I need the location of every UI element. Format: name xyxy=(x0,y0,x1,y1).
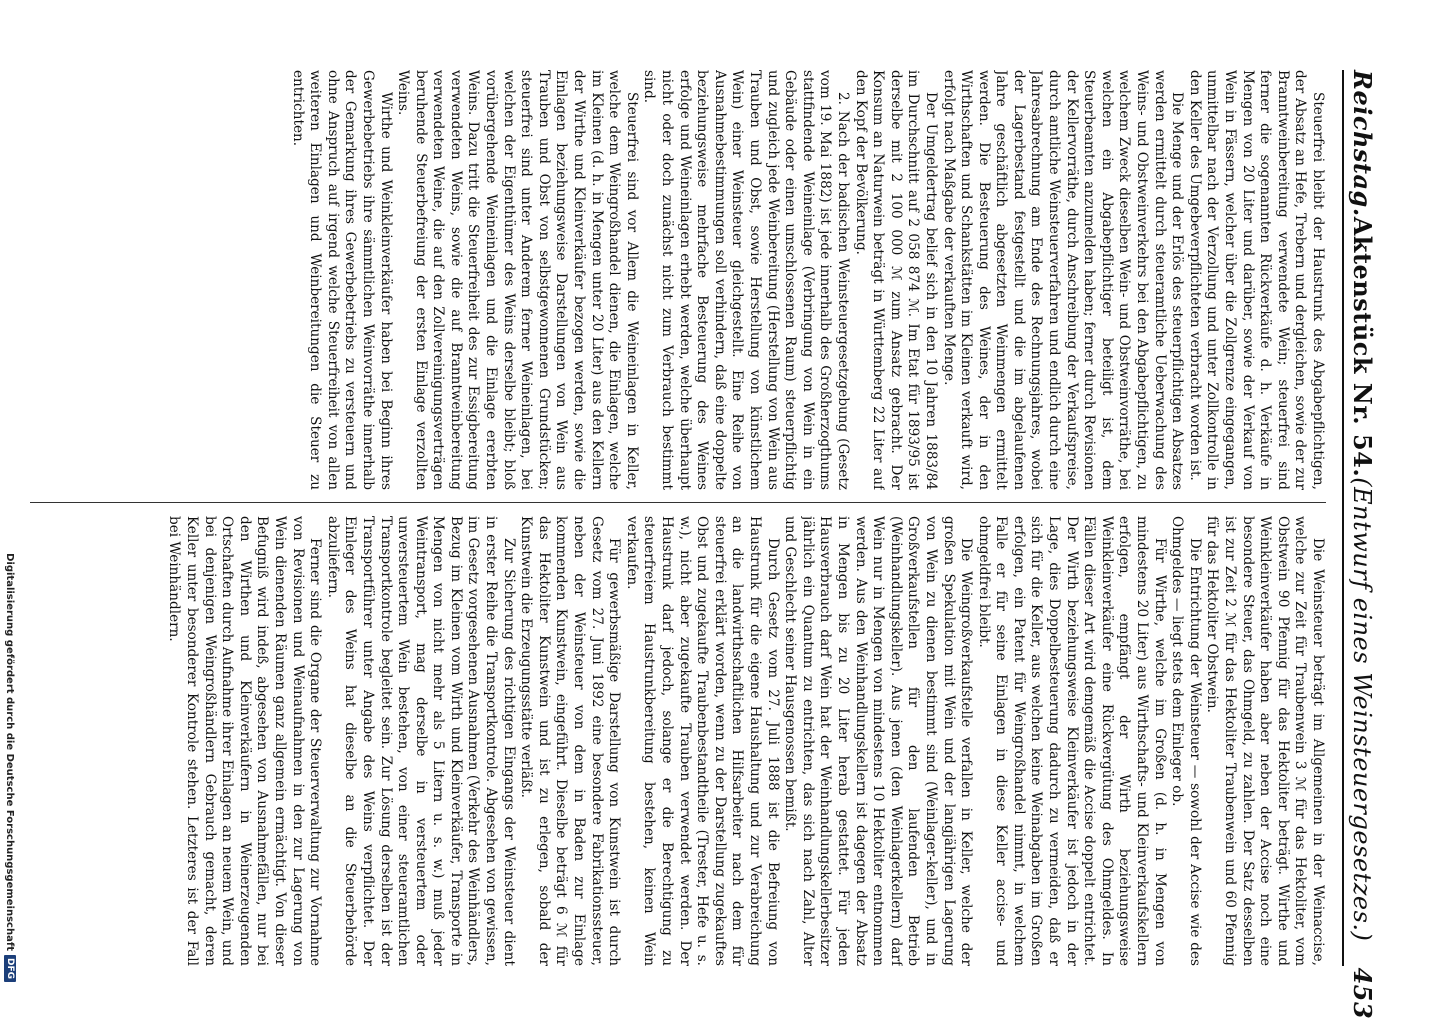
paragraph: Zur Sicherung des richtigen Eingangs der Weinsteuer dient in erster Reihe die Transportkontrole. Abgesehen von gewissen, im Gesetz vorgesehenen Ausnahmen (Verkehr des Weinhändlers, Bezug im Kleinen vom Wirth und Kleinverkäufer, Transporte in Mengen von nicht mehr als 5 Litern u. s. w.) muß jeder Weintransport, mag derselbe in versteuertem oder unversteuertem Wein bestehen, von einer steueramtlichen Transportkontrole begleitet sein. Zur Lösung derselben ist der Transportführer unter Angabe des Weins verpflichtet. Der Einleger des Weins hat dieselbe an die Steuerbehörde abzuliefern. xyxy=(324,516,517,966)
right-column xyxy=(26,516,1326,966)
paragraph: Die Weinsteuer beträgt im Allgemeinen in der Weinaccise, welche zur Zeit für Traubenwein 3 ℳ für das Hektoliter, vom Obstwein 90 Pfennig für das Hektoliter beträgt. Wirthe und Weinkleinverkäufer haben aber neben der Accise noch eine besondere Steuer, das Ohmgeld, zu zahlen. Der Satz desselben ist zur Zeit 2 ℳ für das Hektoliter Traubenwein und 60 Pfennig für das Hektoliter Obstwein. xyxy=(1204,516,1326,966)
paragraph: Die Entrichtung der Weinsteuer — sowohl der Accise wie des Ohmgeldes — liegt stets dem Einleger ob. xyxy=(1169,516,1203,966)
footer-credit: Digitalisierung gefördert durch die Deutsche Forschungsgemeinschaft xyxy=(4,553,16,951)
paragraph: Steuerfrei bleibt der Haustrunk des Abgabepflichtigen, der Absatz an Hefe, Trebern und dergleichen, sowie der zur Branntweinbereitung verwendete Wein; steuerfrei sind ferner die sogenannten Rückverkäufe d. h. Verkäufe in Mengen von 20 Liter und darüber, sowie der Verkauf von Wein in Fässern, welcher über die Zollgrenze eingegangen, unmittelbar nach der Verzollung und unter Zollkontrolle in den Keller des Umgebeverpflichteten verbracht worden ist. xyxy=(1186,70,1326,490)
left-column xyxy=(26,70,1326,490)
header-rule xyxy=(1342,70,1344,966)
digitization-footer xyxy=(0,0,20,1000)
paragraph: Steuerfrei sind vor Allem die Weineinlagen in Keller, welche dem Weingroßhandel dienen, die Einlagen, welche im Kleinen (d. h. in Mengen unter 20 Liter) aus den Kellern der Wirthe und Kleinverkäufer bezogen werden, sowie die Einlagen beziehungsweise Darstellungen von Wein aus Trauben und Obst von selbstgewonnenen Grundstücken; steuerfrei sind unter Anderem ferner Weineinlagen, bei welchen der Eigenthümer des Weins derselbe bleibt; bloß vorübergehende Weineinlagen und die Einlage ererbten Weins. Dazu tritt die Steuerfreiheit des zur Essigbereitung verwendeten Weins, sowie die auf Branntweinbereitung verwendeten Weine, die auf den Zollvereinigungsverträgen beruhende Steuerbefreiung der ersten Einlage verzollten Weins. xyxy=(395,70,640,490)
paragraph: Der Umgeldertrag belief sich in den 10 Jahren 1883/84 im Durchschnitt auf 2 058 874 ℳ. Im Etat für 1893/95 ist derselbe mit 2 100 000 ℳ zum Ansatz gebracht. Der Konsum an Naturwein beträgt in Württemberg 22 Liter auf den Kopf der Bevölkerung. xyxy=(852,70,939,490)
paragraph: Durch Gesetz vom 27. Juli 1888 ist die Befreiung von Haustrunk für die eigene Haushaltung und zur Verabreichung an die landwirthschaftlichen Hilfsarbeiter nach dem für steuerfrei erklärt worden, wenn zu der Darstellung zugekauftes Obst und zugekaufte Traubenbestandtheile (Trester, Hefe u. s. w.), nicht aber zugekaufte Trauben verwendet werden. Der Haustrunk darf jedoch, solange er die Berechtigung zu steuerfreiem Haustrunkbereitung bestehen, keinen Wein verkaufen. xyxy=(623,516,781,966)
paragraph: Für gewerbsmäßige Darstellung von Kunstwein ist durch Gesetz vom 27. Juni 1892 eine besondere Fabrikationssteuer, neben der Weinsteuer von dem in Baden zur Einlage kommenden Kunstwein, eingeführt. Dieselbe beträgt 6 ℳ für das Hektoliter Kunstwein und ist zu erlegen, sobald der Kunstwein die Erzeugungsstätte verläßt. xyxy=(518,516,623,966)
paragraph: Ferner sind die Organe der Steuerverwaltung zur Vornahme von Revisionen und Weinaufnahmen in den zur Lagerung von Wein dienenden Räumen ganz allgemein ermächtigt. Von dieser Befugniß wird indeß, abgesehen von Ausnahmefällen, nur bei den Wirthen und Kleinverkäufern in Weinerzeugenden Ortschaften durch Aufnahme ihrer Einlagen an neuem Wein, und bei denjenigen Weingroßhändlern Gebrauch gemacht, deren Keller unter besonderer Kontrole stehen. Letzteres ist der Fall bei Weinhändlern. xyxy=(166,516,324,966)
paragraph: Wirthe und Weinkleinverkäufer haben bei Beginn ihres Gewerbebetriebs ihre sämmtlichen Weinvorräthe innerhalb der Gemarkung ihres Gewerbebetriebs zu versteuern und ohne Anspruch auf irgend welche Steuerfreiheit von allen weiteren Einlagen und Weinbereitungen die Steuer zu entrichten. xyxy=(289,70,394,490)
header-right xyxy=(1348,477,1377,1019)
header-subtitle: (Entwurf eines Weinsteuergesetzes.) xyxy=(1348,477,1376,942)
paragraph: Die Menge und der Erlös des steuerpflichtigen Absatzes werden ermittelt durch steueramtliche Ueberwachung des Weins- und Obstweinverkehrs bei den Abgabepflichtigen, zu welchem Zweck dieselben Wein- und Obstweinvorräthe, bei welchen ein Abgabepflichtiger beteiligt ist, dem Steuerbeamten anzumelden haben; ferner durch Revisionen der Kellervorräthe, durch Anschreibung der Verkaufspreise, durch amtliche Weinsteuerverfahren und endlich durch eine Jahresabrechnung am Ende des Rechnungsjahres, wobei der Lagerbestand festgestellt und die im abgelaufenen Jahre geschäftlich abgesetzten Weinmengen ermittelt werden. Die Besteuerung des Weines, der in den Wirthschaften und Schankstätten im Kleinen verkauft wird, erfolgt nach Maßgabe der verkauften Menge. xyxy=(940,70,1186,490)
paragraph: Für Wirthe, welche im Großen (d. h. in Mengen von mindestens 20 Liter) aus Wirthschafts- und Kleinverkaufskellern erfolgen, empfängt der Wirth beziehungsweise Weinkleinverkäufer eine Rückvergütung des Ohmgeldes. In Fällen dieser Art wird demgemäß die Accise doppelt entrichtet. Der Wirth beziehungsweise Kleinverkäufer ist jedoch in der Lage, dies Doppelbesteuerung dadurch zu vermeiden, daß er sich für die Keller, aus welchen keine Weinabgaben im Großen erfolgen, ein Patent für Weingroßhandel nimmt, in welchem Falle er für seine Einlagen in diese Keller accise- und ohmgeldfrei bleibt. xyxy=(975,516,1168,966)
column-divider xyxy=(30,502,1326,503)
paragraph: Die Weingroßverkaufstelle verfallen in Keller, welche der großen Spekulation mit Wein und der langjährigen Lagerung von Wein zu dienen bestimmt sind (Weinlager-keller), und in Großverkaufstellen für den laufenden Betrieb (Weinhandlungskeller). Aus jenen (den Weinlagerkellern) darf Wein nur in Mengen von mindestens 10 Hektoliter entnommen werden. Aus den Weinhandlungskellern ist dagegen der Absatz in Mengen bis zu 20 Liter herab gestattet. Für jeden Hausverbrauch darf Wein hat der Weinhandlungskellerbesitzer jährlich ein Quantum zu entrichten, das sich nach Zahl, Alter und Geschlecht seiner Hausgenossen bemißt. xyxy=(782,516,975,966)
page-number: 453 xyxy=(1348,967,1377,1019)
page-header xyxy=(1348,70,1392,1019)
header-title: Aktenstück Nr. 54. xyxy=(1348,216,1377,478)
paragraph: 2. Nach der badischen Weinsteuergesetzgebung (Gesetz vom 19. Mai 1882) ist jede innerhalb des Großherzogthums stattfindende Weineinlage (Verbringung von Wein in ein Gebäude oder einen umschlossenen Raum) steuerpflichtig und zugleich jede Weinbereitung (Herstellung von Wein aus Trauben und Obst, sowie Herstellung von künstlichem Wein) einer Weinsteuer gleichgestellt. Eine Reihe von Ausnahmebestimmungen soll verhindern, daß eine doppelte beziehungsweise mehrfache Besteuerung des Weines erfolge und Weineinlagen erhebt werden, welche überhaupt nicht oder doch zunächst nicht zum Verbrauch bestimmt sind. xyxy=(641,70,851,490)
header-left: Reichstag. xyxy=(1348,70,1377,217)
dfg-logo: DFG xyxy=(4,955,16,982)
